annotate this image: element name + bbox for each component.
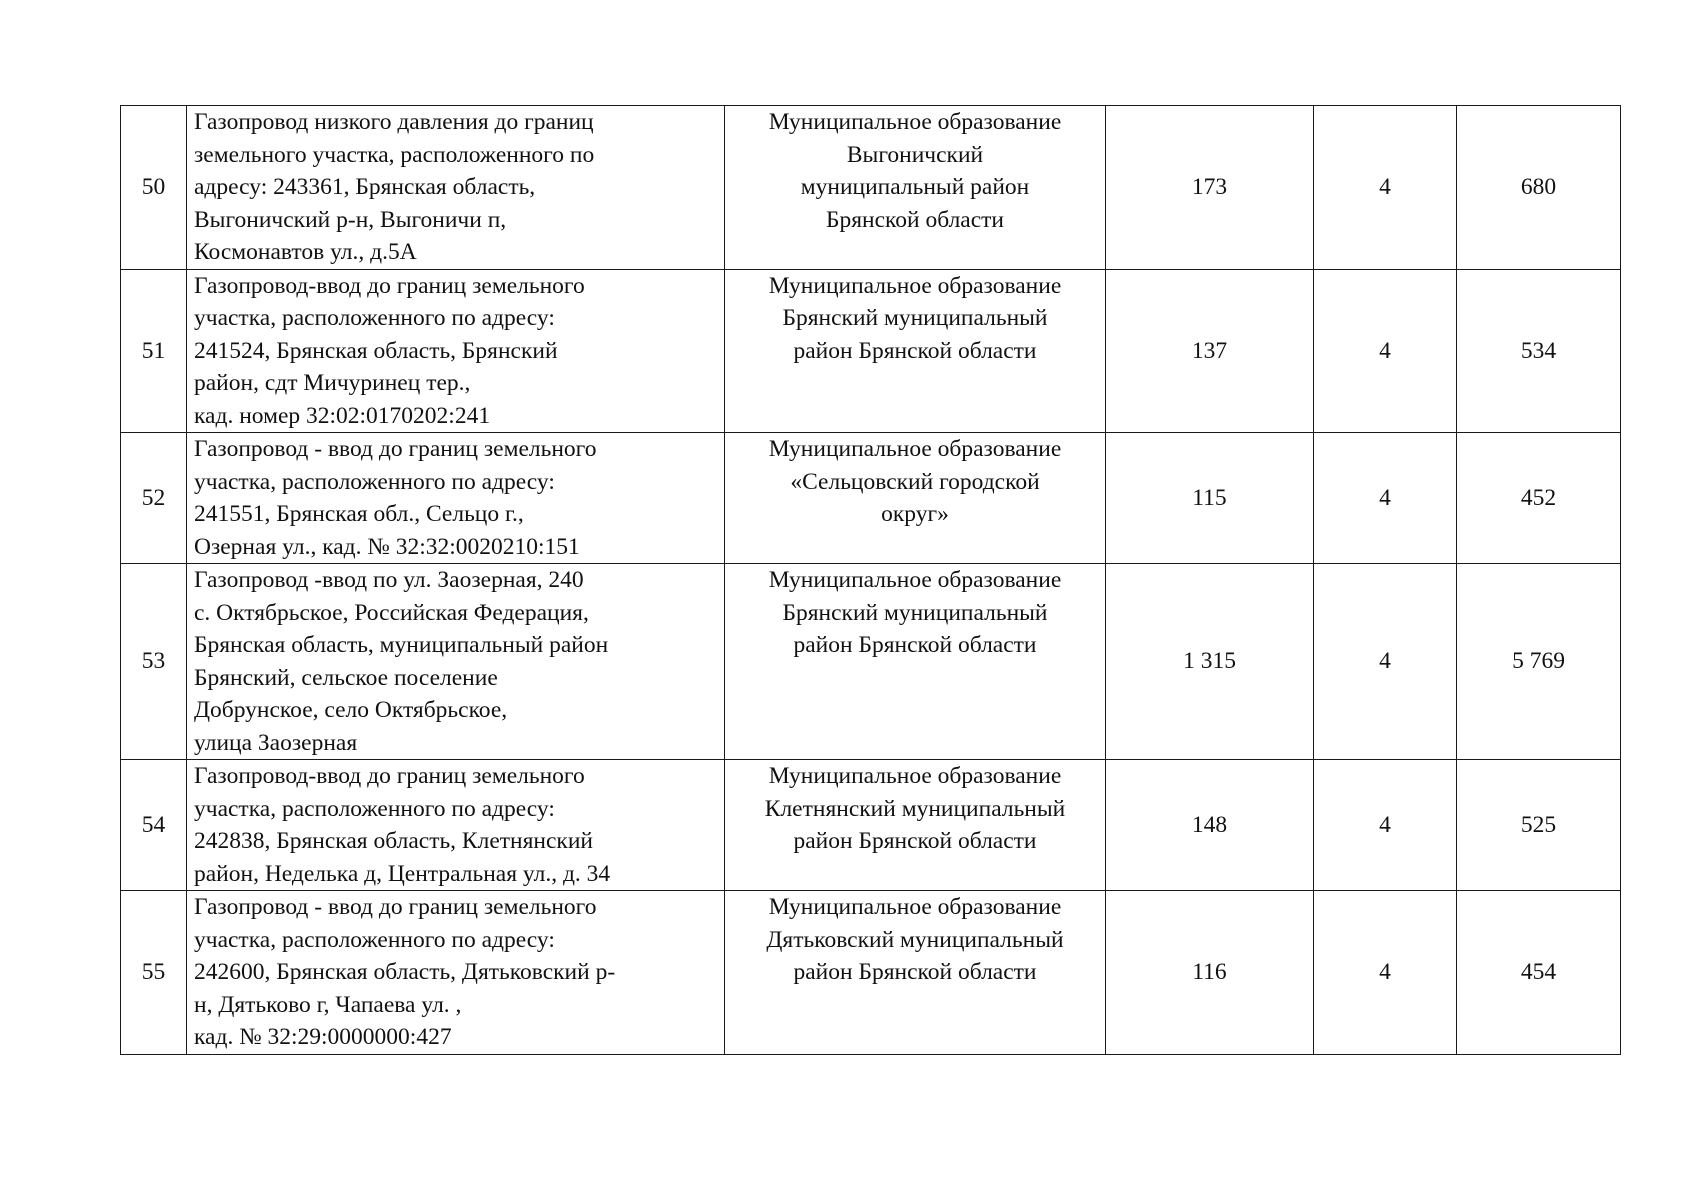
object-name-line: Добрунское, село Октябрьское, — [194, 697, 508, 723]
object-name-line: 241551, Брянская обл., Сельцо г., — [194, 501, 524, 527]
object-name-cell — [187, 269, 725, 433]
value-cell-4: 4 — [1314, 106, 1457, 270]
row-number-cell: 51 — [121, 269, 187, 433]
table-body — [121, 106, 1621, 1055]
object-name-line: с. Октябрьское, Российская Федерация, — [194, 599, 589, 626]
table-row — [121, 106, 1621, 270]
object-name-line: Газопровод -ввод по ул. Заозерная, 240 — [194, 567, 584, 593]
owner-cell — [725, 891, 1106, 1055]
object-name-line: район, сдт Мичуринец тер., — [194, 370, 471, 396]
value-cell-5: 534 — [1457, 269, 1621, 433]
owner-cell — [725, 106, 1106, 270]
owner-line: Дятьковский муниципальный — [766, 926, 1064, 953]
table-row — [121, 433, 1621, 564]
value-cell-4: 4 — [1314, 760, 1457, 891]
owner-line: Муниципальное образование — [768, 763, 1062, 789]
owner-line: Муниципальное образование — [768, 436, 1062, 462]
owner-line: Выгоничский — [846, 141, 984, 168]
length-cell: 173 — [1106, 106, 1314, 270]
row-number-cell: 54 — [121, 760, 187, 891]
object-name-line: Газопровод-ввод до границ земельного — [194, 763, 585, 789]
length-cell: 116 — [1106, 891, 1314, 1055]
length-cell: 1 315 — [1106, 564, 1314, 760]
object-name-line: Газопровод - ввод до границ земельного — [194, 436, 597, 462]
owner-cell — [725, 433, 1106, 564]
object-name-line: участка, расположенного по адресу: — [194, 926, 555, 953]
value-cell-4: 4 — [1314, 564, 1457, 760]
object-name-line: земельного участка, расположенного по — [194, 141, 595, 168]
row-number-cell: 53 — [121, 564, 187, 760]
value-cell-5: 680 — [1457, 106, 1621, 270]
object-name-line: 242600, Брянская область, Дятьковский р- — [194, 959, 616, 985]
owner-line: Клетнянский муниципальный — [764, 795, 1066, 822]
object-name-line: 242838, Брянская область, Клетнянский — [194, 828, 593, 854]
owner-line: район Брянской области — [793, 632, 1037, 658]
value-cell-5: 5 769 — [1457, 564, 1621, 760]
owner-cell — [725, 760, 1106, 891]
object-name-cell — [187, 433, 725, 564]
object-name-line: Космонавтов ул., д.5А — [194, 239, 417, 265]
table-row — [121, 564, 1621, 760]
row-number-cell: 52 — [121, 433, 187, 564]
owner-line: Муниципальное образование — [768, 272, 1062, 299]
value-cell-4: 4 — [1314, 433, 1457, 564]
object-name-line: адресу: 243361, Брянская область, — [194, 174, 536, 200]
value-cell-5: 452 — [1457, 433, 1621, 564]
value-cell-4: 4 — [1314, 269, 1457, 433]
table-row — [121, 891, 1621, 1055]
owner-line: район Брянской области — [793, 337, 1037, 364]
object-name-line: участка, расположенного по адресу: — [194, 795, 555, 822]
object-name-line: Выгоничский р-н, Выгоничи п, — [194, 206, 507, 233]
length-cell: 137 — [1106, 269, 1314, 433]
object-name-line: Озерная ул., кад. № 32:32:0020210:151 — [194, 533, 580, 560]
length-cell: 115 — [1106, 433, 1314, 564]
object-name-cell — [187, 106, 725, 270]
object-name-line: Газопровод - ввод до границ земельного — [194, 894, 597, 920]
row-number-cell: 50 — [121, 106, 187, 270]
objects-table — [120, 105, 1621, 1055]
owner-line: Муниципальное образование — [768, 894, 1062, 920]
row-number-cell: 55 — [121, 891, 187, 1055]
object-name-line: 241524, Брянская область, Брянский — [194, 337, 558, 364]
owner-line: район Брянской области — [793, 959, 1037, 985]
value-cell-5: 525 — [1457, 760, 1621, 891]
object-name-line: участка, расположенного по адресу: — [194, 468, 555, 495]
owner-line: Брянской области — [825, 206, 1005, 233]
object-name-cell — [187, 760, 725, 891]
owner-line: Муниципальное образование — [768, 109, 1062, 135]
table-row — [121, 760, 1621, 891]
owner-cell — [725, 269, 1106, 433]
owner-line: Брянский муниципальный — [782, 599, 1048, 626]
object-name-line: участка, расположенного по адресу: — [194, 305, 555, 331]
object-name-line: кад. номер 32:02:0170202:241 — [194, 402, 491, 429]
object-name-cell — [187, 564, 725, 760]
length-cell: 148 — [1106, 760, 1314, 891]
object-name-line: Брянская область, муниципальный район — [194, 632, 609, 658]
owner-line: округ» — [881, 501, 949, 527]
object-name-cell — [187, 891, 725, 1055]
owner-line: Брянский муниципальный — [782, 305, 1048, 331]
owner-line: муниципальный район — [800, 174, 1030, 200]
object-name-line: Брянский, сельское поселение — [194, 664, 498, 691]
object-name-line: улица Заозерная — [194, 729, 358, 756]
object-name-line: Газопровод-ввод до границ земельного — [194, 272, 585, 299]
owner-line: «Сельцовский городской — [790, 468, 1040, 495]
value-cell-4: 4 — [1314, 891, 1457, 1055]
object-name-line: н, Дятьково г, Чапаева ул. , — [194, 991, 462, 1018]
owner-cell — [725, 564, 1106, 760]
table-row — [121, 269, 1621, 433]
object-name-line: Газопровод низкого давления до границ — [194, 109, 594, 135]
value-cell-5: 454 — [1457, 891, 1621, 1055]
owner-line: район Брянской области — [793, 828, 1037, 854]
object-name-line: район, Неделька д, Центральная ул., д. 34 — [194, 860, 611, 887]
owner-line: Муниципальное образование — [768, 567, 1062, 593]
object-name-line: кад. № 32:29:0000000:427 — [194, 1024, 452, 1050]
